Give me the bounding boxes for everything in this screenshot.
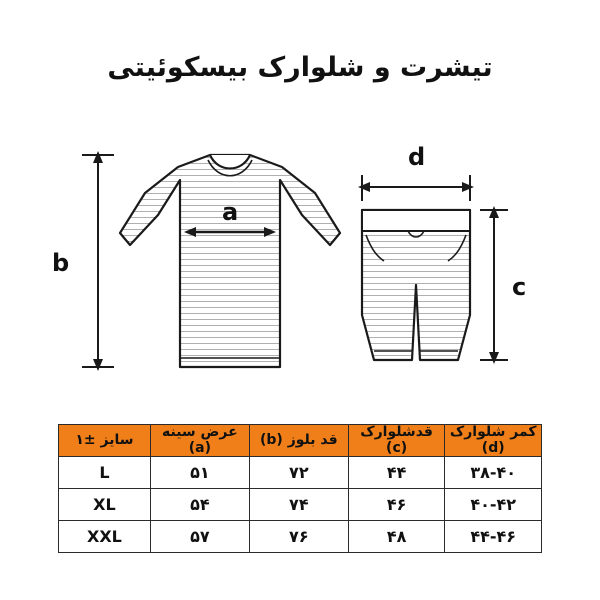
dimension-arrow-b <box>82 151 114 371</box>
cell-waist: ۴۴-۴۶ <box>445 521 542 553</box>
column-header-shirt-length: قد بلوز (b) <box>249 425 348 457</box>
garment-illustration <box>52 115 540 400</box>
cell-shirt-length: ۷۶ <box>249 521 348 553</box>
label-a: a <box>222 198 239 226</box>
column-header-waist: کمر شلوارک (d) <box>445 425 542 457</box>
cell-short-length: ۴۴ <box>348 457 445 489</box>
garment-svg <box>60 115 540 400</box>
label-d: d <box>408 143 426 171</box>
column-header-chest: عرض سینه (a) <box>150 425 249 457</box>
cell-short-length: ۴۸ <box>348 521 445 553</box>
table-head <box>59 425 542 457</box>
dimension-arrow-c <box>480 206 508 364</box>
column-header-short-length: قدشلوارک (c) <box>348 425 445 457</box>
table-row <box>59 457 542 489</box>
cell-size: XL <box>59 489 151 521</box>
cell-short-length: ۴۶ <box>348 489 445 521</box>
cell-chest: ۵۴ <box>150 489 249 521</box>
table-row <box>59 521 542 553</box>
table-body <box>59 457 542 553</box>
cell-size: L <box>59 457 151 489</box>
size-table <box>58 424 542 553</box>
cell-shirt-length: ۷۴ <box>249 489 348 521</box>
cell-waist: ۳۸-۴۰ <box>445 457 542 489</box>
table-header-row <box>59 425 542 457</box>
column-header-size: سایز ±۱ <box>59 425 151 457</box>
cell-shirt-length: ۷۲ <box>249 457 348 489</box>
label-c: c <box>512 273 527 301</box>
cell-size: XXL <box>59 521 151 553</box>
label-b: b <box>52 249 70 277</box>
tshirt-shape <box>120 155 340 367</box>
cell-chest: ۵۱ <box>150 457 249 489</box>
cell-chest: ۵۷ <box>150 521 249 553</box>
cell-waist: ۴۰-۴۲ <box>445 489 542 521</box>
shorts-shape <box>362 210 470 360</box>
table-row <box>59 489 542 521</box>
dimension-arrow-d <box>358 175 474 201</box>
page-title: تیشرت و شلوارک بیسکوئیتی <box>107 52 493 83</box>
